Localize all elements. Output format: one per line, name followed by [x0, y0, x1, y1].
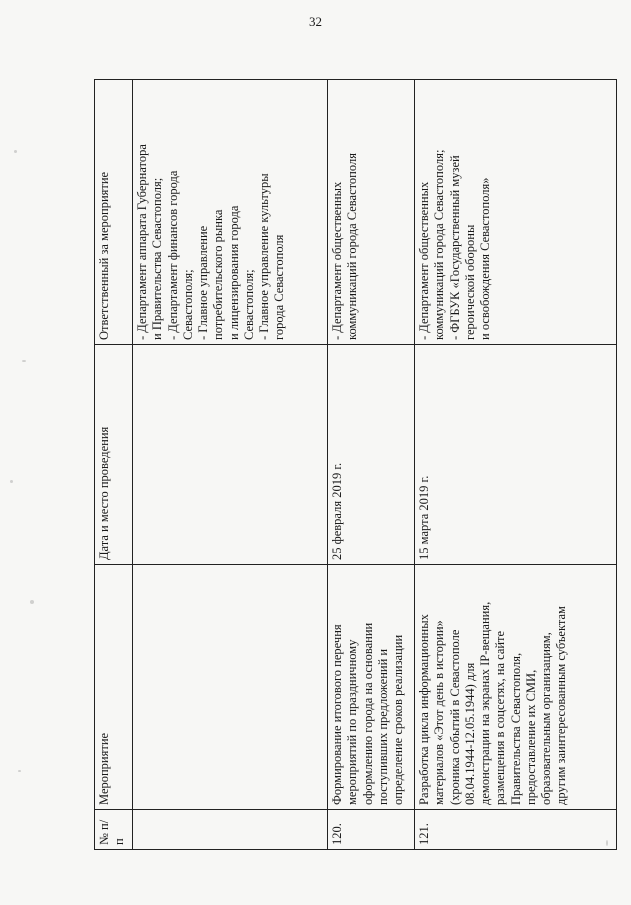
row-number: [133, 810, 328, 850]
event-line: другим заинтересованным субъектам: [554, 606, 569, 805]
event-line: размещения в соцсетях, на сайте: [493, 630, 508, 805]
scan-speck: [30, 600, 34, 604]
responsible-line: героической обороны: [462, 224, 477, 340]
table-header-row: [95, 80, 133, 850]
responsible-line: города Севастополя: [272, 234, 287, 340]
events-table: [94, 79, 617, 850]
responsible-line: и лицензирования города: [226, 205, 241, 340]
table-row: [328, 80, 415, 850]
event-line: мероприятий по праздничному: [345, 639, 360, 805]
event-cell: [133, 565, 328, 810]
scan-speck: [14, 150, 17, 153]
rotated-table-container: [94, 80, 616, 850]
responsible-line: - Департамент аппарата Губернатора: [135, 144, 149, 340]
page-number: 32: [309, 14, 322, 29]
scan-speck: [10, 480, 13, 483]
responsible-line: потребительского рынка: [211, 209, 226, 340]
event-line: Разработка цикла информационных: [417, 614, 431, 805]
scan-speck: [22, 360, 26, 362]
event-line: оформлению города на основании: [360, 622, 375, 805]
responsible-line: коммуникаций города Севастополя: [345, 153, 360, 340]
responsible-line: - Департамент общественных: [330, 181, 344, 340]
event-line: демонстрации на экранах IP-вещания,: [478, 601, 492, 805]
responsible-line: - Департамент финансов города: [165, 170, 180, 340]
header-event: Мероприятие: [95, 565, 133, 810]
event-cell: [328, 565, 415, 810]
responsible-line: и освобождения Севастополя»: [478, 177, 492, 340]
date-cell: 15 марта 2019 г.: [415, 345, 617, 565]
responsible-line: - Главное управление культуры: [257, 173, 271, 340]
row-number: 120.: [328, 810, 415, 850]
table-row: [415, 80, 617, 850]
event-line: (хроника событий в Севастополе: [447, 629, 462, 805]
event-line: поступивших предложений и: [375, 648, 390, 805]
responsible-cell: [415, 80, 617, 345]
responsible-line: - ФГБУК «Государственный музей: [447, 155, 462, 340]
event-line: определение сроков реализации: [391, 634, 405, 805]
responsible-line: - Главное управление: [196, 225, 210, 340]
table-row: [133, 80, 328, 850]
responsible-line: коммуникаций города Севастополя;: [432, 149, 447, 340]
responsible-line: и Правительства Севастополя;: [150, 177, 165, 340]
event-line: образовательным организациям,: [539, 632, 553, 805]
date-cell: 25 февраля 2019 г.: [328, 345, 415, 565]
responsible-line: Севастополя;: [180, 269, 195, 340]
date-cell: [133, 345, 328, 565]
responsible-line: - Департамент общественных: [417, 181, 431, 340]
event-line: материалов «Этот день в истории»: [432, 620, 447, 805]
header-date: Дата и место проведения: [95, 345, 133, 565]
responsible-cell: [328, 80, 415, 345]
responsible-cell: [133, 80, 328, 345]
row-number: 121.: [415, 810, 617, 850]
responsible-line: Севастополя;: [241, 269, 256, 340]
event-line: предоставление их СМИ,: [523, 669, 538, 805]
event-line: Формирование итогового перечня: [330, 624, 344, 805]
scan-speck: [606, 840, 608, 846]
header-responsible: Ответственный за мероприятие: [95, 80, 133, 345]
event-line: 08.04.1944-12.05.1944) для: [462, 662, 477, 805]
header-num: № п/п: [95, 810, 133, 850]
scan-speck: [18, 770, 21, 772]
event-cell: [415, 565, 617, 810]
event-line: Правительства Севастополя,: [508, 652, 523, 805]
